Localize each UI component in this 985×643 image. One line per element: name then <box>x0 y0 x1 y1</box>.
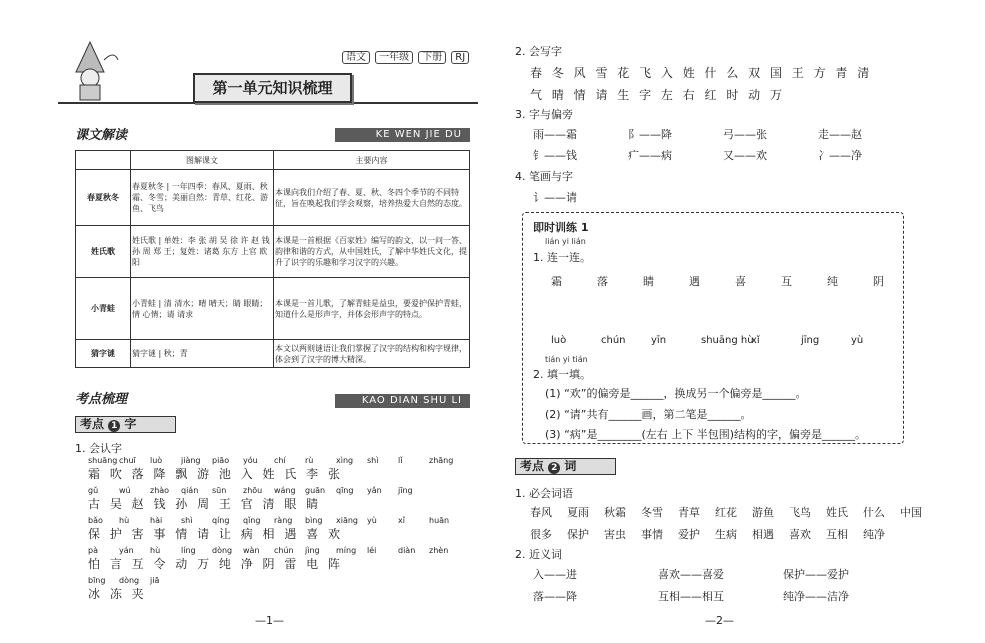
kaodian-1-label <box>75 416 176 433</box>
cihui-word: 红花 <box>715 506 737 519</box>
kewen-pinyin-bar: KE WEN JIE DU <box>335 128 470 142</box>
renshi-pinyin: bǎo <box>88 516 103 525</box>
renshi-chars: 保 护 害 事 情 请 让 病 相 遇 喜 欢 <box>88 527 343 541</box>
table-row-name: 春夏秋冬 <box>76 170 131 226</box>
renshi-pinyin: dòng <box>119 576 140 585</box>
renshi-pinyin: míng <box>336 546 357 555</box>
cihui-word: 春风 <box>530 506 552 519</box>
pianpang-item: 弓——张 <box>723 128 767 141</box>
header-tags <box>342 45 469 64</box>
right-page <box>495 0 985 643</box>
renshi-pinyin: yán <box>119 546 134 555</box>
renshi-pinyin: shì <box>181 516 193 525</box>
renshi-pinyin: qíng <box>212 516 230 525</box>
renshi-row <box>88 456 468 482</box>
q1-char: 霜 <box>551 275 562 288</box>
pianpang-item: 阝——降 <box>628 128 672 141</box>
renshi-pinyin: jìng <box>305 546 320 555</box>
table-row-diagram: 小青蛙 | 清 清水；晴 晴天；睛 眼睛；情 心情；请 请求 <box>131 278 274 340</box>
q1-char: 纯 <box>827 275 838 288</box>
cihui-word: 互相 <box>826 528 848 541</box>
header-tag-grade: 一年级 <box>375 51 413 64</box>
q2-text: 2. 填一填。 <box>533 368 591 381</box>
renshi-pinyin: hài <box>150 516 163 525</box>
renshi-pinyin: wàn <box>243 546 260 555</box>
renshi-pinyin: lǐ <box>398 456 403 465</box>
pianpang-item: 钅——钱 <box>533 149 577 162</box>
renshi-row <box>88 546 468 572</box>
renshi-chars: 怕 言 互 令 动 万 纯 净 阴 雷 电 阵 <box>88 557 343 571</box>
q1-pinyin: yīn <box>651 335 667 346</box>
cihui-word: 害虫 <box>604 528 626 541</box>
cihui-word: 青草 <box>678 506 700 519</box>
pianpang-item: 疒——病 <box>628 149 672 162</box>
q1-pinyin: chún <box>601 335 626 346</box>
renshi-pinyin: líng <box>181 546 196 555</box>
unit-title: 第一单元知识梳理 <box>193 73 352 103</box>
cihui-word: 纯净 <box>863 528 885 541</box>
renshi-pinyin: gǔ <box>88 486 99 495</box>
table-row-content: 本课向我们介绍了春、夏、秋、冬四个季节的不同特征，旨在唤起我们学会观察，培养热爱大自然的态度。 <box>274 170 470 226</box>
renshi-pinyin: diàn <box>398 546 416 555</box>
renshi-pinyin: guān <box>305 486 326 495</box>
q1-pinyin: yù <box>851 335 864 346</box>
renshi-pinyin: dòng <box>212 546 233 555</box>
header-tag-volume: 下册 <box>418 51 446 64</box>
renshi-pinyin: bìng <box>305 516 323 525</box>
renshi-pinyin: wáng <box>274 486 296 495</box>
bihua-title: 4. 笔画与字 <box>515 170 573 183</box>
jinyi-pair: 入——进 <box>533 568 577 581</box>
q1-char: 睛 <box>643 275 654 288</box>
table-row-diagram: 猜字谜 | 秋；青 <box>131 340 274 368</box>
q2-pinyin: tián yi tián <box>545 355 588 364</box>
q1-pinyin: shuāng hù <box>701 335 754 346</box>
cihui-word: 游鱼 <box>752 506 774 519</box>
kaodian-num: 1 <box>108 420 120 432</box>
renshi-pinyin: yù <box>367 516 377 525</box>
cihui-word: 夏雨 <box>567 506 589 519</box>
renshi-pinyin: qián <box>181 486 199 495</box>
kaodian-title: 考点梳理 <box>75 392 128 407</box>
renshi-pinyin: chún <box>274 546 294 555</box>
q2-item: (1) “欢”的偏旁是______，换成另一个偏旁是______。 <box>545 387 807 400</box>
col-header-diagram: 图解课文 <box>131 151 274 170</box>
renshi-pinyin: jīng <box>398 486 413 495</box>
renshi-pinyin: chí <box>274 456 286 465</box>
jinyi-pair: 落——降 <box>533 590 577 603</box>
q1-text: 1. 连一连。 <box>533 251 591 264</box>
renshi-row <box>88 576 468 602</box>
bihua-item: 讠——请 <box>533 191 577 204</box>
kaodian-num: 2 <box>548 462 560 474</box>
renshi-pinyin: rù <box>305 456 314 465</box>
pianpang-item: 冫——净 <box>818 149 862 162</box>
exercise-box <box>522 212 904 444</box>
pianpang-item: 雨——霜 <box>533 128 577 141</box>
q1-char: 落 <box>597 275 608 288</box>
xiezi-title: 2. 会写字 <box>515 45 562 58</box>
kewen-title: 课文解读 <box>75 128 128 143</box>
table-row-content: 本文以两则谜语让我们掌握了汉字的结构和构字规律，体会到了汉字的博大精深。 <box>274 340 470 368</box>
renshi-pinyin: zhāng <box>429 456 454 465</box>
renshi-pinyin-line <box>88 576 468 585</box>
renshi-chars: 古 吴 赵 钱 孙 周 王 官 清 眼 睛 <box>88 497 322 511</box>
table-row-content: 本课是一首儿歌，了解青蛙是益虫，要爱护保护青蛙，知道什么是形声字，并体会形声字的特点。 <box>274 278 470 340</box>
q1-char: 遇 <box>689 275 700 288</box>
renshi-pinyin: sūn <box>212 486 227 495</box>
renshi-pinyin-line <box>88 486 468 495</box>
cihui-word: 爱护 <box>678 528 700 541</box>
exercise-title: 即时训练 1 <box>533 221 589 234</box>
jinyi-pair: 保护——爱护 <box>783 568 849 581</box>
q2-item: (3) “病”是________(左右 上下 半包围)结构的字，偏旁是______。 <box>545 428 867 441</box>
renshi-pinyin: piāo <box>212 456 230 465</box>
renshi-pinyin: qīng <box>336 486 354 495</box>
q1-char: 互 <box>781 275 792 288</box>
cihui-word: 冬雪 <box>641 506 663 519</box>
renshi-pinyin: jiā <box>150 576 160 585</box>
renshi-pinyin: yóu <box>243 456 258 465</box>
q1-pinyin: lián yi lián <box>545 237 586 246</box>
renshi-pinyin: shuāng <box>88 456 118 465</box>
page-number-right: —2— <box>705 614 734 627</box>
cihui-word: 保护 <box>567 528 589 541</box>
renshi-pinyin: jiàng <box>181 456 201 465</box>
renshi-pinyin: zhèn <box>429 546 449 555</box>
cihui-word: 相遇 <box>752 528 774 541</box>
renshi-pinyin: yǎn <box>367 486 382 495</box>
renshi-pinyin: qǐng <box>243 516 261 525</box>
left-page <box>0 0 490 643</box>
renshi-pinyin: wú <box>119 486 131 495</box>
table-row-diagram: 春夏秋冬 | 一年四季：春风、夏雨、秋霜、冬雪；美丽自然：青草、红花、游鱼、飞鸟 <box>131 170 274 226</box>
cihui-word: 姓氏 <box>826 506 848 519</box>
renshi-row <box>88 486 468 512</box>
xiezi-row: 气 晴 情 请 生 字 左 右 红 时 动 万 <box>530 88 785 102</box>
cihui-word: 飞鸟 <box>789 506 811 519</box>
renshi-pinyin: chuī <box>119 456 136 465</box>
renshi-pinyin: zhōu <box>243 486 263 495</box>
table-row-content: 本课是一首根据《百家姓》编写的韵文，以一问一答、韵律和谐的方式，从中国姓氏，了解中华姓氏文化，提升了识字的乐趣和学习汉字的兴趣。 <box>274 226 470 278</box>
cihui-word: 秋霜 <box>604 506 626 519</box>
header-tag-edition: RJ <box>451 51 469 64</box>
table-row-name: 猜字谜 <box>76 340 131 368</box>
jinyi-pair: 喜欢——喜爱 <box>658 568 724 581</box>
renshi-title: 1. 会认字 <box>75 442 122 455</box>
cihui-title: 1. 必会词语 <box>515 487 573 500</box>
cihui-word: 什么 <box>863 506 885 519</box>
renshi-pinyin: ràng <box>274 516 293 525</box>
q1-char: 喜 <box>735 275 746 288</box>
table-row-name: 小青蛙 <box>76 278 131 340</box>
cihui-word: 中国 <box>900 506 922 519</box>
col-header-content: 主要内容 <box>274 151 470 170</box>
kewen-table <box>75 150 470 368</box>
col-header-blank <box>76 151 131 170</box>
renshi-pinyin: xǐ <box>398 516 405 525</box>
renshi-pinyin: hù <box>150 546 161 555</box>
kaodian-topic: 词 <box>564 459 577 473</box>
renshi-pinyin: xiāng <box>336 516 359 525</box>
pianpang-title: 3. 字与偏旁 <box>515 108 573 121</box>
renshi-pinyin: xìng <box>336 456 354 465</box>
header-tag-subject: 语文 <box>342 51 370 64</box>
kaodian-2-label <box>515 458 616 475</box>
renshi-row <box>88 516 468 542</box>
renshi-pinyin: hù <box>119 516 130 525</box>
kaodian-label-text: 考点 <box>520 459 545 473</box>
renshi-pinyin: zhào <box>150 486 170 495</box>
q1-pinyin: luò <box>551 335 567 346</box>
table-row-diagram: 姓氏歌 | 单姓：李 张 胡 吴 徐 许 赵 钱 孙 周 郑 王；复姓：诸葛 东方 上官 欧阳 <box>131 226 274 278</box>
pianpang-item: 又——欢 <box>723 149 767 162</box>
kewen-section-header <box>75 124 470 143</box>
renshi-pinyin-line <box>88 516 468 525</box>
cihui-word: 事情 <box>641 528 663 541</box>
kaodian-pinyin-bar: KAO DIAN SHU LI <box>335 394 470 408</box>
renshi-chars: 霜 吹 落 降 飘 游 池 入 姓 氏 李 张 <box>88 467 343 481</box>
xiezi-row: 春 冬 风 雪 花 飞 入 姓 什 么 双 国 王 方 青 清 <box>530 66 873 80</box>
pianpang-item: 走——赵 <box>818 128 862 141</box>
kaodian-topic: 字 <box>124 417 137 431</box>
kaodian-label-text: 考点 <box>80 417 105 431</box>
q2-item: (2) “请”共有______画，第二笔是______。 <box>545 408 752 421</box>
renshi-pinyin: léi <box>367 546 377 555</box>
q1-pinyin: xǐ <box>751 335 760 346</box>
renshi-pinyin: shì <box>367 456 379 465</box>
jinyi-title: 2. 近义词 <box>515 548 562 561</box>
jinyi-pair: 互相——相互 <box>658 590 724 603</box>
q1-char: 阴 <box>873 275 884 288</box>
renshi-pinyin: pà <box>88 546 98 555</box>
jinyi-pair: 纯净——洁净 <box>783 590 849 603</box>
kaodian-section-header <box>75 388 470 407</box>
table-row-name: 姓氏歌 <box>76 226 131 278</box>
cihui-word: 喜欢 <box>789 528 811 541</box>
renshi-pinyin-line <box>88 546 468 555</box>
renshi-chars: 冰 冻 夹 <box>88 587 147 601</box>
cihui-word: 很多 <box>530 528 552 541</box>
renshi-pinyin: huān <box>429 516 450 525</box>
cihui-word: 生病 <box>715 528 737 541</box>
page-number-left: —1— <box>255 614 284 627</box>
renshi-pinyin-line <box>88 456 468 465</box>
q1-pinyin: jīng <box>801 335 820 346</box>
renshi-pinyin: luò <box>150 456 163 465</box>
renshi-pinyin: bīng <box>88 576 106 585</box>
